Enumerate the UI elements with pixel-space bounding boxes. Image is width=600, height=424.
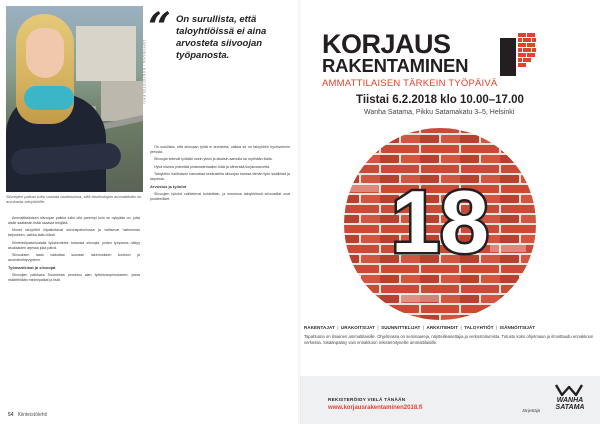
page-folio: [8, 412, 47, 418]
page-gutter: [298, 0, 302, 424]
theme-separator: |: [459, 325, 464, 330]
paragraph: Kiinteistöpalvelualalla työskentelee tuhansia siivoojia, joiden työpanos näkyy asukkaiden arjessa joka päivä.: [8, 240, 140, 250]
brick-wall-circle-graphic: [340, 124, 540, 324]
paragraph: On surullista, että siivoojan työtä ei arvosteta, vaikka se on taloyhtiön hyvinvoinnin perusta.: [150, 145, 290, 154]
photo-caption: Siivoojien palkan tulisi vastata vaatimuksia, sillä tilanhoitajan ammattitaito on arvokasta taloyhtiöille.: [6, 194, 142, 205]
paragraph: Taloyhtiön hallituksen kannattaa keskustella siivoojan kanssa tämän työn sisällöstä ja tarpeista.: [150, 172, 290, 182]
paragraph: Ammattitaitoisen siivoojan palkka tulisi olla parempi kuin se nykyään on, jotta alalle saataisiin lisää osaavia tekijöitä.: [8, 216, 140, 225]
theme-label: URAKOITSIJAT: [340, 325, 376, 330]
article-photo: [6, 6, 143, 192]
paragraph: Siivoojien palkkaus Suomessa perustuu alan työehtosopimukseen, jossa määritellään minimipalkat ja lisät.: [8, 273, 140, 283]
event-logo-title: [322, 29, 469, 76]
theme-separator: |: [376, 325, 381, 330]
audience-themes: [304, 325, 598, 330]
registration-label: REKISTERÖIDY VIELÄ TÄNÄÄN: [328, 397, 406, 402]
pull-quote: On surullista, että taloyhtiöissä ei aina arvosteta siivoojan työpanosta.: [176, 14, 267, 61]
article-column-1: [8, 216, 140, 285]
event-info-text: Tapahtuma on ilmainen ammattilaisille. Ohjelmassa on seminaareja, näytteilleasettajia ja verkostoitumista. Tutustu koko ohjelmaan ja ilmoittaudu ennakkoon verkossa. Sisäänpääsy vain ennakkoon rekisteröityneille ammattilaisille.: [304, 334, 594, 345]
paragraph: Hyvä siivous pidentää pintamateriaalien ikää ja vähentää korjaustarvetta.: [154, 164, 271, 169]
registration-link[interactable]: www.korjausrakentaminen2018.fi: [328, 405, 423, 411]
paragraph: Monet taloyhtiöt kilpailuttavat siivouspalvelunsa ja valitsevat halvimman tarjouksen, vaikka laatu kärsii.: [8, 228, 140, 238]
quote-mark-icon: “: [148, 4, 172, 51]
theme-separator: |: [335, 325, 340, 330]
theme-label: ISÄNNÖITSIJÄT: [499, 325, 536, 330]
theme-label: ARKKITEHDIT: [426, 325, 459, 330]
edition-number: 18: [391, 172, 489, 271]
page-number: 54: [8, 412, 14, 418]
theme-label: SUUNNITTELIJAT: [381, 325, 421, 330]
theme-separator: |: [421, 325, 426, 330]
paragraph: Siivouksen laatu vaikuttaa suoraan rakennuksen kuntoon ja asumisviihtyvyyteen.: [8, 252, 140, 262]
theme-label: TALOYHTIÖT: [464, 325, 494, 330]
event-venue: Wanha Satama, Pikku Satamakatu 3–5, Helsinki: [364, 109, 515, 116]
paragraph: Siivoojat tekevät työtään usein yksin ja aikaisin aamulla tai myöhään illalla.: [154, 157, 273, 162]
theme-separator: |: [494, 325, 499, 330]
event-tagline: AMMATTILAISEN TÄRKEIN TYÖPÄIVÄ: [322, 78, 498, 89]
publication-name: Kiinteistölehti: [17, 412, 48, 418]
paragraph: Siivoojien työolot vaihtelevat kohteittain, ja monessa taloyhtiössä siivoustilat ovat puutteelliset.: [150, 192, 290, 202]
brick-logo-icon: [500, 33, 536, 76]
event-title-line-1: KORJAUS: [322, 29, 451, 59]
event-date-time: Tiistai 6.2.2018 klo 10.00–17.00: [356, 94, 524, 106]
subheading: Työmarkkinat ja siivoojat: [8, 264, 56, 270]
event-title-line-2: RAKENTAMINEN: [322, 55, 469, 76]
organizer-label: Järjestäjä: [522, 408, 540, 413]
subheading: Arvostus ja työolot: [150, 183, 187, 189]
photo-credit: LEHTIKUVA / KIINTEISTÖLEHTI: [142, 40, 146, 105]
event-advertisement: [300, 0, 600, 424]
venue-logo-text: WANHA SATAMA: [555, 397, 585, 412]
theme-label: RAKENTAJAT: [304, 325, 335, 330]
article-column-2: [150, 145, 290, 205]
